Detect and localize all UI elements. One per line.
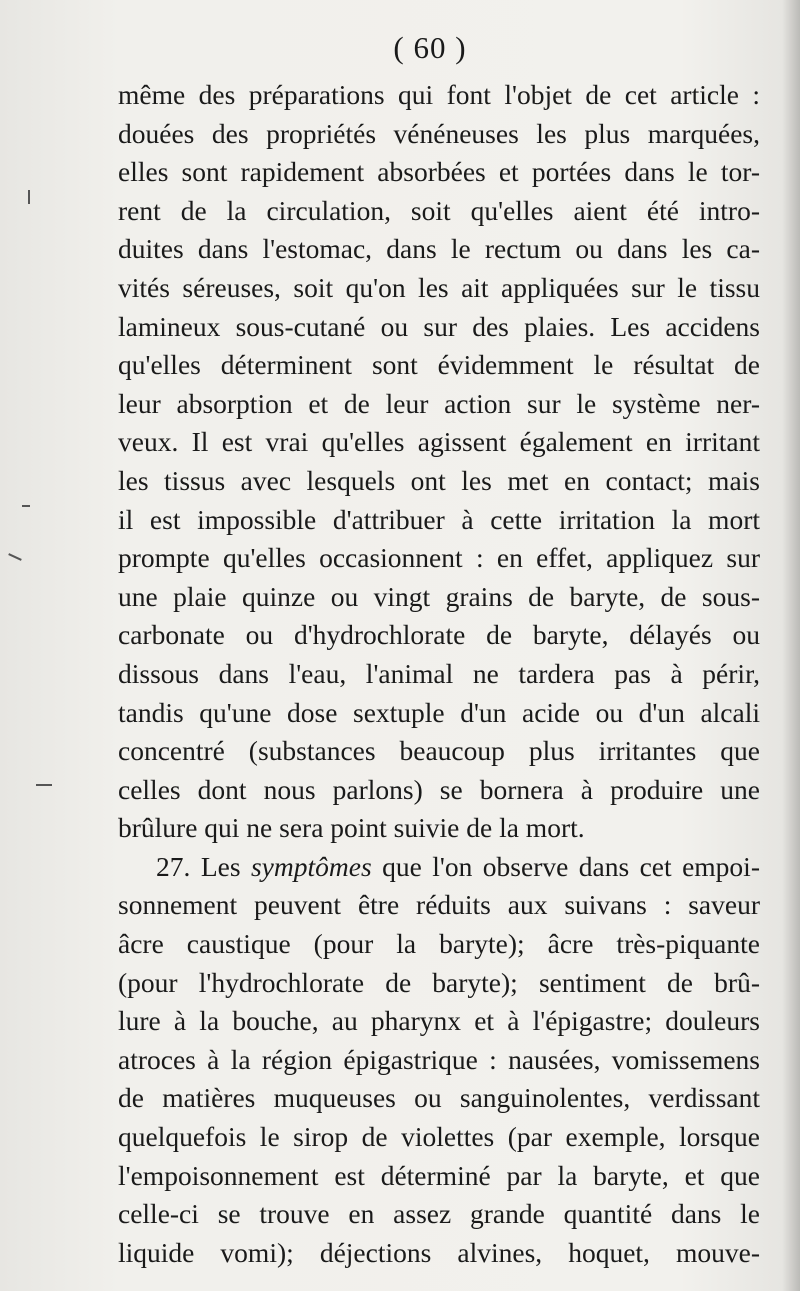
text-line: lamineux sous-cutané ou sur des plaies. Les accidens (118, 310, 760, 342)
text-line: leur absorption et de leur action sur le système ner- (118, 387, 760, 419)
text-line: rent de la circulation, soit qu'elles aient été intro- (118, 194, 760, 226)
text-line: (pour l'hydrochlorate de baryte); sentiment de brû- (118, 966, 760, 998)
text-line: vités séreuses, soit qu'on les ait appliquées sur le tissu (118, 271, 760, 303)
text-line: dissous dans l'eau, l'animal ne tardera pas à périr, (118, 657, 760, 689)
text-line: atroces à la région épigastrique : nausées, vomissemens (118, 1043, 760, 1075)
margin-mark (22, 505, 30, 507)
section-term: symptômes (250, 850, 372, 882)
text-line: de matières muqueuses ou sanguinolentes, verdissant (118, 1082, 760, 1114)
text-line: carbonate ou d'hydrochlorate de baryte, délayés ou (118, 619, 760, 651)
page-number: ( 60 ) (393, 30, 467, 65)
text-line: concentré (substances beaucoup plus irritantes que (118, 735, 760, 767)
text-line: elles sont rapidement absorbées et portées dans le tor- (118, 156, 760, 188)
margin-mark (8, 553, 22, 561)
text-line: qu'elles déterminent sont évidemment le résultat de (118, 349, 760, 381)
text-line: duites dans l'estomac, dans le rectum ou dans les ca- (118, 233, 760, 265)
body-text (118, 76, 760, 1272)
text-line: il est impossible d'attribuer à cette irritation la mort (118, 503, 760, 535)
text-line: celles dont nous parlons) se bornera à produire une (118, 773, 760, 805)
text-line: tandis qu'une dose sextuple d'un acide ou d'un alcali (118, 696, 760, 728)
section-lead: 27. Les (156, 850, 251, 882)
text-line: sonnement peuvent être réduits aux suivans : saveur (118, 889, 760, 921)
text-line: les tissus avec lesquels ont les met en contact; mais (118, 464, 760, 496)
text-line: veux. Il est vrai qu'elles agissent également en irritant (118, 426, 760, 458)
text-line: l'empoisonnement est déterminé par la baryte, et que (118, 1159, 760, 1191)
text-line: lure à la bouche, au pharynx et à l'épigastre; douleurs (118, 1005, 760, 1037)
text-line: liquide vomi); déjections alvines, hoquet, mouve- (118, 1236, 760, 1268)
text-line: âcre caustique (pour la baryte); âcre très-piquante (118, 928, 760, 960)
margin-mark (36, 784, 52, 786)
section-27-heading-line (118, 848, 760, 887)
text-line: brûlure qui ne sera point suivie de la mort. (118, 812, 585, 844)
text-line: celle-ci se trouve en assez grande quantité dans le (118, 1198, 760, 1230)
page-edge-shadow (782, 0, 800, 1291)
text-line: même des préparations qui font l'objet de cet article : (118, 79, 760, 110)
margin-mark (28, 190, 30, 204)
text-line: une plaie quinze ou vingt grains de baryte, de sous- (118, 580, 760, 612)
text-line: prompte qu'elles occasionnent : en effet, appliquez sur (118, 542, 760, 574)
text-line: douées des propriétés vénéneuses les plus marquées, (118, 117, 760, 149)
text-line: quelquefois le sirop de violettes (par exemple, lorsque (118, 1121, 760, 1153)
section-rest: que l'on observe dans cet empoi- (371, 850, 760, 882)
